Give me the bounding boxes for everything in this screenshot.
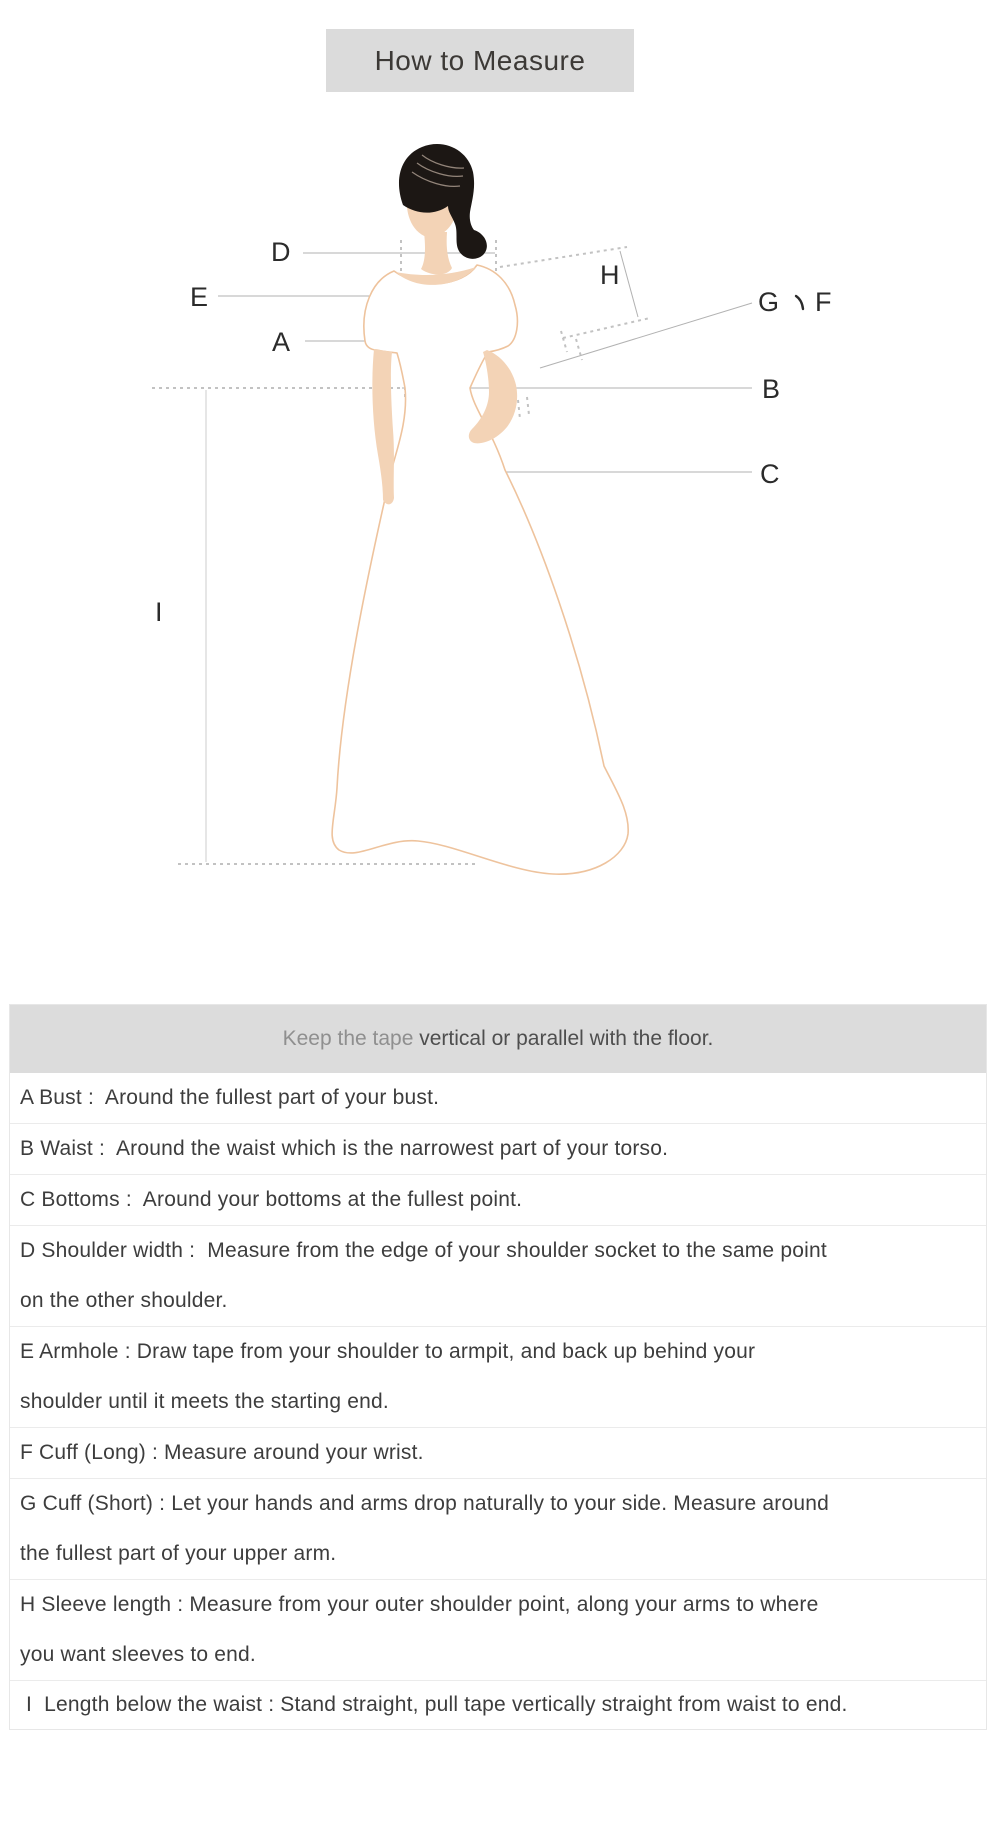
guide-table-header: [10, 1005, 986, 1073]
figure-left-arm: [372, 349, 394, 504]
tick-cuff-long-1: [518, 400, 520, 419]
page-title-bar: [326, 29, 634, 92]
guide-row-line: you want sleeves to end.: [20, 1643, 256, 1666]
label-waist: B: [762, 374, 781, 404]
label-shoulder-width: D: [271, 237, 291, 267]
guide-row-line: C Bottoms : Around your bottoms at the fullest point.: [20, 1188, 523, 1211]
guide-row-E: [10, 1326, 986, 1427]
guide-row-line: shoulder until it meets the starting end.: [20, 1390, 389, 1413]
guide-row-line: B Waist : Around the waist which is the narrowest part of your torso.: [20, 1137, 669, 1160]
guide-row-line: A Bust : Around the fullest part of your bust.: [20, 1086, 440, 1109]
guide-row-line: F Cuff (Long) : Measure around your wrist.: [20, 1441, 424, 1464]
guide-rows: [10, 1073, 986, 1729]
guide-row-line: G Cuff (Short) : Let your hands and arms drop naturally to your side. Measure around: [20, 1492, 829, 1515]
tick-cuff-long-2: [527, 397, 529, 415]
guide-row-F: [10, 1427, 986, 1478]
guide-row-line: the fullest part of your upper arm.: [20, 1542, 337, 1565]
ideographic-comma-glyph: [796, 296, 803, 309]
guide-row-A: [10, 1073, 986, 1123]
measurement-figure-svg: [0, 100, 996, 900]
label-cuff-f: F: [815, 287, 832, 317]
measure-guide-table: [9, 1004, 987, 1730]
label-cuff-g: G: [758, 287, 780, 317]
label-armhole: E: [190, 282, 209, 312]
guide-row-line: H Sleeve length : Measure from your outer shoulder point, along your arms to where: [20, 1593, 819, 1616]
guide-row-G: [10, 1478, 986, 1579]
guide-row-line: on the other shoulder.: [20, 1289, 228, 1312]
guide-row-B: [10, 1123, 986, 1174]
measure-line-h-edge: [620, 251, 638, 317]
label-bust: A: [272, 327, 291, 357]
guide-row-C: [10, 1174, 986, 1225]
guide-header-light-text: Keep the tape: [282, 1027, 420, 1050]
guide-row-I: [10, 1680, 986, 1729]
guide-row-H: [10, 1579, 986, 1680]
label-bottoms: C: [760, 459, 780, 489]
guide-row-line: I Length below the waist : Stand straight, pull tape vertically straight from waist to end.: [20, 1693, 848, 1716]
guide-row-line: E Armhole : Draw tape from your shoulder to armpit, and back up behind your: [20, 1340, 756, 1363]
page-title: How to Measure: [374, 44, 586, 76]
guide-row-D: [10, 1225, 986, 1326]
guide-row-line: D Shoulder width : Measure from the edge of your shoulder socket to the same point: [20, 1239, 827, 1262]
guide-header-dark-text: vertical or parallel with the floor.: [419, 1027, 714, 1050]
sleeve-band-bottom: [563, 318, 650, 338]
measurement-figure: [0, 100, 996, 900]
label-sleeve-length: H: [600, 260, 620, 290]
label-length-below-waist: I: [155, 597, 164, 627]
tick-cuff-short-1: [561, 331, 567, 352]
